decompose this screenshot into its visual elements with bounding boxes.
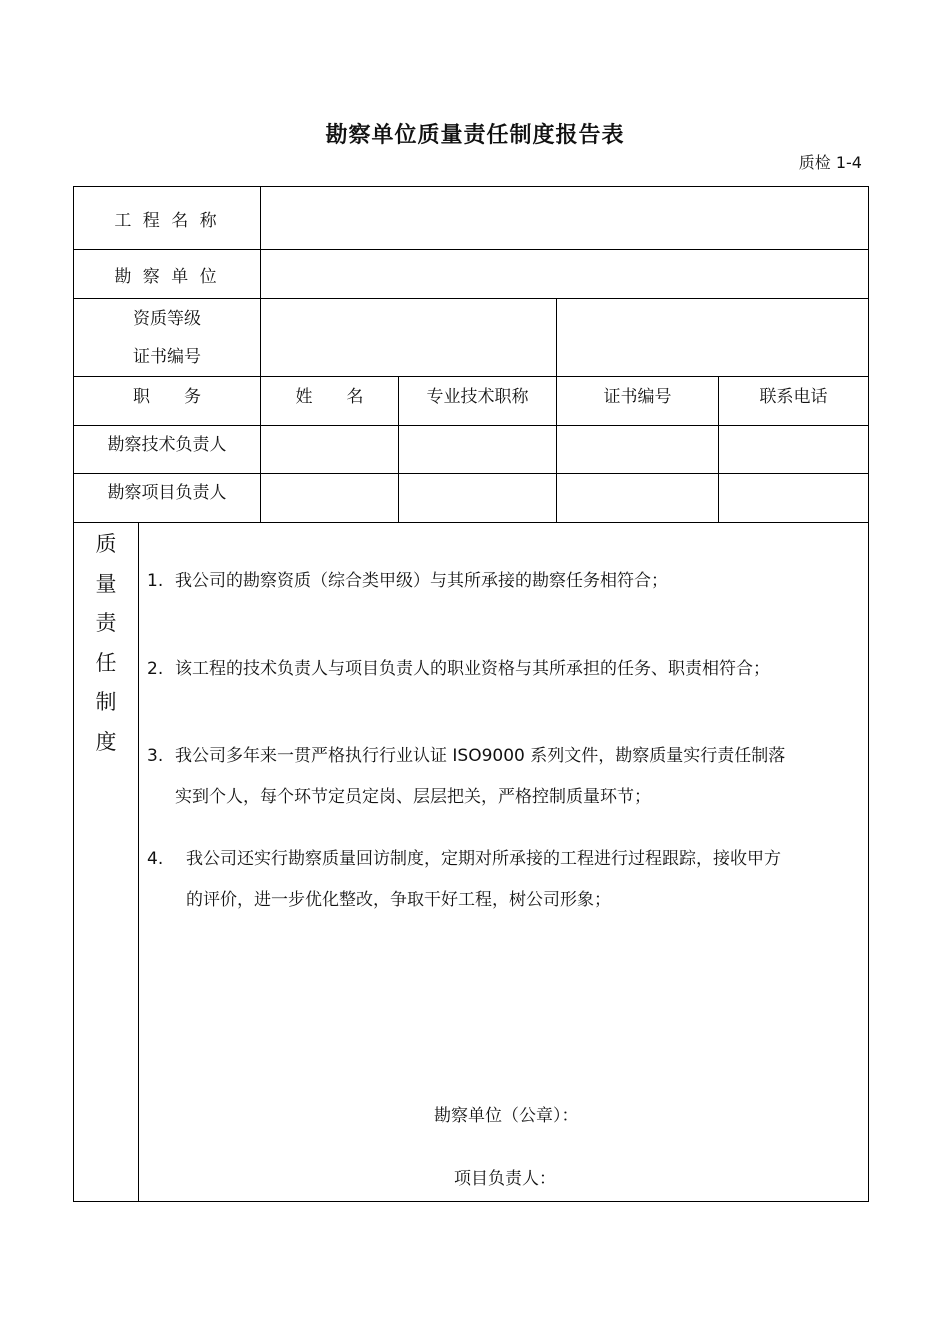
item-number: 1. bbox=[147, 571, 164, 591]
col-header-title: 专业技术职称 bbox=[426, 387, 529, 407]
col-header-cert-no: 证书编号 bbox=[603, 387, 672, 407]
item-number: 4. bbox=[147, 849, 164, 869]
project-name-label: 工 程 名 称 bbox=[114, 210, 220, 231]
vertical-label-char: 任 bbox=[95, 650, 117, 675]
seal-label: 勘察单位（公章）： bbox=[434, 1106, 579, 1126]
document-title: 勘察单位质量责任制度报告表 bbox=[325, 123, 625, 148]
vertical-label-char: 责 bbox=[95, 611, 117, 635]
col-divider bbox=[138, 522, 139, 1201]
item-text: 我公司还实行勘察质量回访制度，定期对所承接的工程进行过程跟踪，接收甲方 bbox=[186, 849, 781, 869]
vertical-label-char: 质 bbox=[95, 532, 117, 556]
project-lead-phone[interactable] bbox=[719, 474, 868, 522]
project-lead-name[interactable] bbox=[261, 474, 398, 522]
item-text-continued: 实到个人，每个环节定员定岗、层层把关，严格控制质量环节； bbox=[175, 787, 651, 807]
item-text: 我公司的勘察资质（综合类甲级）与其所承接的勘察任务相符合； bbox=[175, 571, 668, 591]
qualification-grade-label: 资质等级 bbox=[133, 308, 201, 329]
item-text: 该工程的技术负责人与项目负责人的职业资格与其所承担的任务、职责相符合； bbox=[175, 659, 770, 679]
qualification-label bbox=[74, 299, 260, 376]
vertical-label-char: 量 bbox=[95, 571, 117, 596]
vertical-label-char: 制 bbox=[95, 690, 117, 714]
row-divider bbox=[74, 522, 868, 523]
vertical-label-char: 度 bbox=[95, 729, 117, 754]
col-header-phone: 联系电话 bbox=[759, 387, 828, 407]
quality-item-4 bbox=[147, 839, 865, 921]
quality-item-3 bbox=[147, 736, 865, 818]
project-manager-label: 项目负责人： bbox=[454, 1169, 556, 1189]
form-code: 质检 1-4 bbox=[798, 153, 862, 172]
quality-item-2 bbox=[147, 649, 770, 690]
survey-unit-value[interactable] bbox=[261, 250, 868, 298]
certificate-number-label: 证书编号 bbox=[133, 346, 201, 367]
item-number: 3. bbox=[147, 746, 164, 766]
project-lead-cert[interactable] bbox=[557, 474, 718, 522]
qualification-grade-value[interactable] bbox=[261, 299, 556, 376]
project-lead-title[interactable] bbox=[399, 474, 556, 522]
item-text: 我公司多年来一贯严格执行行业认证 ISO9000 系列文件，勘察质量实行责任制落 bbox=[175, 746, 786, 766]
survey-unit-label: 勘 察 单 位 bbox=[114, 266, 220, 287]
item-number: 2. bbox=[147, 659, 164, 679]
project-name-value[interactable] bbox=[261, 187, 868, 249]
col-header-position: 职 务 bbox=[133, 387, 201, 407]
certificate-number-value[interactable] bbox=[557, 299, 868, 376]
report-table bbox=[73, 186, 869, 1202]
quality-item-1 bbox=[147, 561, 668, 602]
row-label-tech-lead: 勘察技术负责人 bbox=[107, 435, 227, 455]
tech-lead-name[interactable] bbox=[261, 426, 398, 473]
tech-lead-phone[interactable] bbox=[719, 426, 868, 473]
tech-lead-cert[interactable] bbox=[557, 426, 718, 473]
row-label-project-lead: 勘察项目负责人 bbox=[107, 483, 227, 503]
col-header-name: 姓 名 bbox=[295, 387, 364, 407]
quality-section-label-cell bbox=[74, 523, 138, 1201]
item-text-continued: 的评价，进一步优化整改，争取干好工程，树公司形象； bbox=[186, 890, 611, 910]
quality-vertical-label bbox=[74, 523, 138, 762]
tech-lead-title[interactable] bbox=[399, 426, 556, 473]
